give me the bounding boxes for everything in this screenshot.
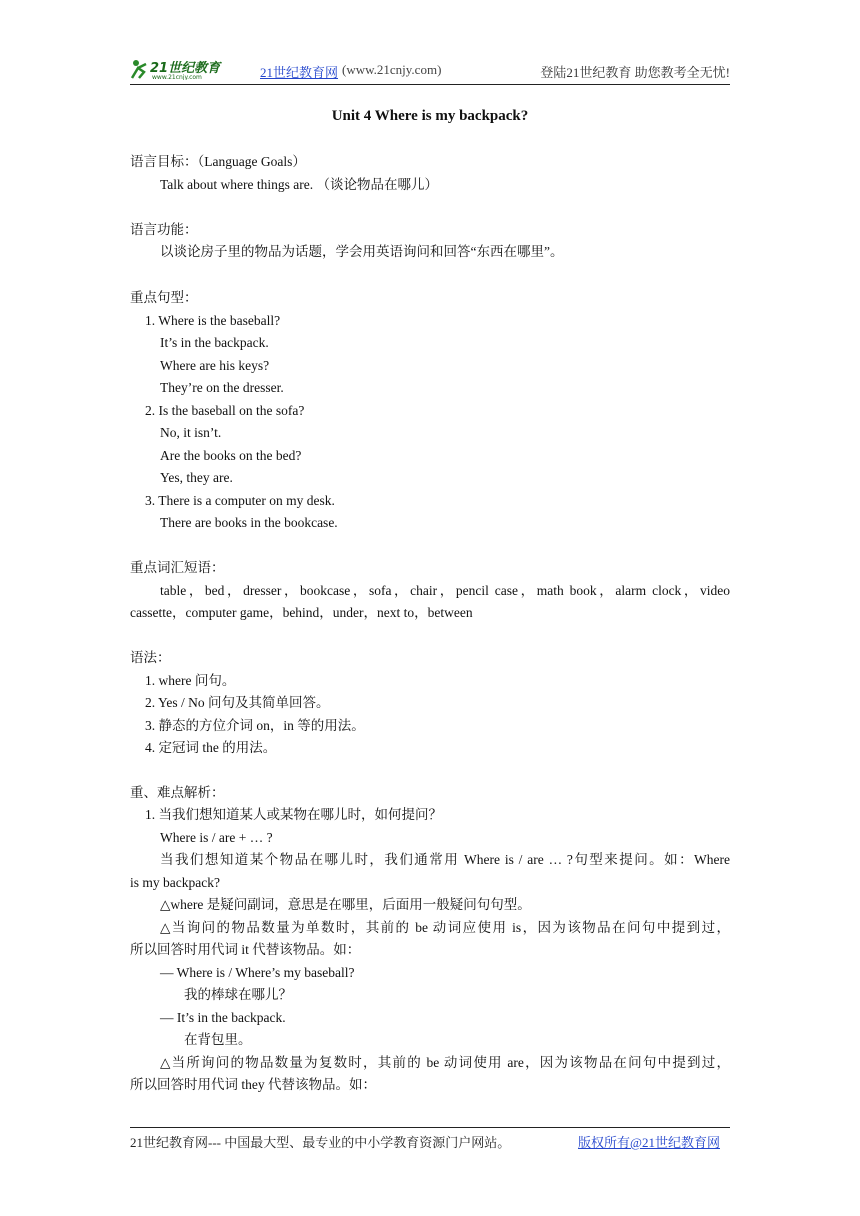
page-footer <box>130 1127 730 1150</box>
page-title: Unit 4 Where is my backpack? <box>331 108 529 124</box>
list-item: 2. Yes / No 问句及其简单回答。 <box>145 695 330 710</box>
text-line: table，bed，dresser，bookcase，sofa，chair，pencil case，math book，alarm clock，video <box>160 583 730 598</box>
text-line: 所以回答时用代词 it 代替该物品。如： <box>130 942 361 957</box>
page-header <box>130 56 730 85</box>
text-line: Where is / are + … ? <box>160 830 273 845</box>
list-item: 1. Where is the baseball? <box>145 313 281 328</box>
text-line: Where are his keys? <box>160 358 270 373</box>
list-item: 3. There is a computer on my desk. <box>145 493 335 508</box>
text-line: It’s in the backpack. <box>160 335 269 350</box>
logo-icon <box>130 58 238 80</box>
footer-text: 21世纪教育网--- 中国最大型、最专业的中小学教育资源门户网站。 <box>130 1135 511 1150</box>
text-line: Yes, they are. <box>160 470 233 485</box>
text-line: cassette，computer game，behind，under，next to，between <box>130 605 473 620</box>
text-line: is my backpack? <box>130 875 220 890</box>
text-line: Are the books on the bed? <box>160 448 302 463</box>
section-heading-grammar: 语法： <box>130 650 171 665</box>
list-item: 2. Is the baseball on the sofa? <box>145 403 305 418</box>
text-line: 以谈论房子里的物品为话题，学会用英语询问和回答“东西在哪里”。 <box>160 244 564 259</box>
list-item: 1. 当我们想知道某人或某物在哪儿时，如何提问？ <box>145 807 442 822</box>
text-line: Talk about where things are. （谈论物品在哪儿） <box>160 177 439 192</box>
text-line: They’re on the dresser. <box>160 380 284 395</box>
site-url: (www.21cnjy.com) <box>342 62 442 77</box>
text-line: — Where is / Where’s my baseball? <box>160 965 355 980</box>
section-heading-language-function: 语言功能： <box>130 222 198 237</box>
text-line: 所以回答时用代词 they 代替该物品。如： <box>130 1077 376 1092</box>
section-heading-analysis: 重、难点解析： <box>130 785 225 800</box>
text-line: There are books in the bookcase. <box>160 515 338 530</box>
text-line: 当我们想知道某个物品在哪儿时，我们通常用 Where is / are … ?句型来提问。如：Where <box>160 852 730 867</box>
text-line: △当所询问的物品数量为复数时，其前的 be 动词使用 are，因为该物品在问句中提到过， <box>160 1055 730 1070</box>
list-item: 4. 定冠词 the 的用法。 <box>145 740 277 755</box>
text-line: 在背包里。 <box>184 1032 252 1047</box>
section-heading-vocabulary: 重点词汇短语： <box>130 560 225 575</box>
svg-text:www.21cnjy.com: www.21cnjy.com <box>152 74 202 80</box>
svg-text:21世纪教育: 21世纪教育 <box>150 61 221 76</box>
text-line: △当询问的物品数量为单数时，其前的 be 动词应使用 is，因为该物品在问句中提到过， <box>160 920 730 935</box>
text-line: △where 是疑问副词，意思是在哪里，后面用一般疑问句句型。 <box>160 897 531 912</box>
text-line: No, it isn’t. <box>160 425 222 440</box>
header-slogan: 登陆21世纪教育 助您教考全无忧! <box>540 65 730 80</box>
list-item: 1. where 问句。 <box>145 673 236 688</box>
section-heading-key-sentences: 重点句型： <box>130 290 198 305</box>
text-line: 我的棒球在哪儿？ <box>184 987 292 1002</box>
section-heading-language-goals: 语言目标：（Language Goals） <box>130 154 306 169</box>
list-item: 3. 静态的方位介词 on，in 等的用法。 <box>145 718 365 733</box>
site-link[interactable]: 21世纪教育网 <box>260 65 339 80</box>
copyright-link[interactable]: 版权所有@21世纪教育网 <box>578 1135 720 1150</box>
text-line: — It’s in the backpack. <box>160 1010 286 1025</box>
